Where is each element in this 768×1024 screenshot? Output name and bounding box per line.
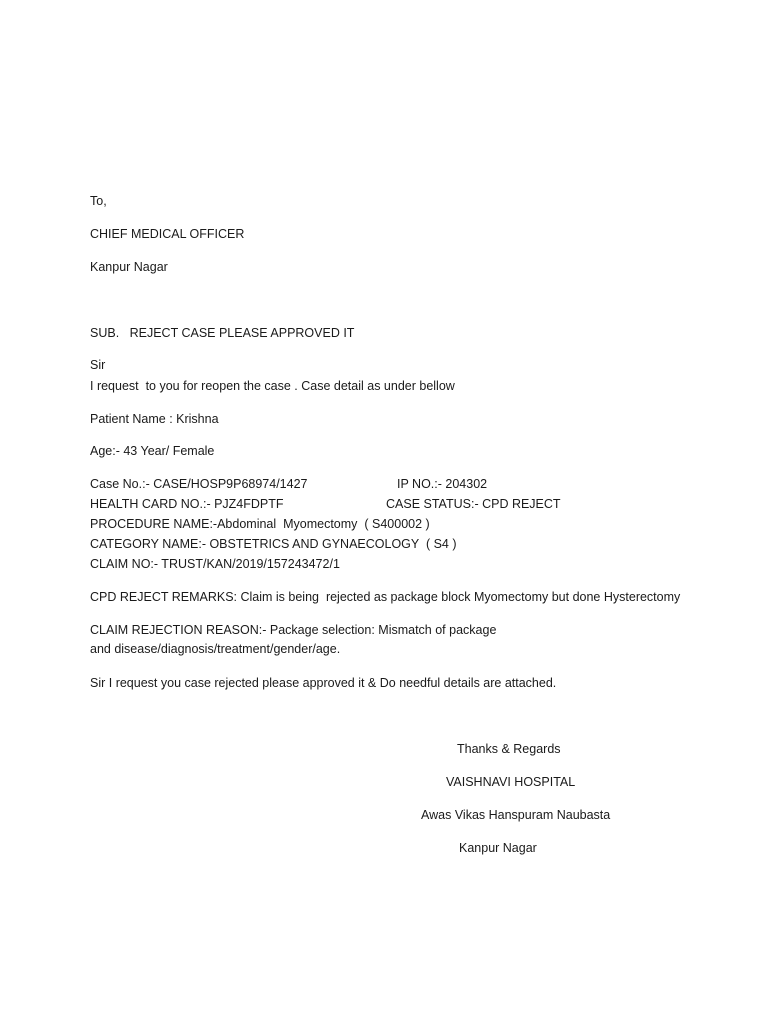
recipient-location: Kanpur Nagar [90,260,168,274]
health-card-number: HEALTH CARD NO.:- PJZ4FDPTF [90,497,284,511]
patient-age: Age:- 43 Year/ Female [90,444,215,458]
cpd-reject-remarks: CPD REJECT REMARKS: Claim is being rejected as package block Myomectomy but done Hysterectomy [90,590,681,604]
recipient-title: CHIEF MEDICAL OFFICER [90,227,245,241]
ip-number: IP NO.:- 204302 [397,477,488,491]
procedure-name: PROCEDURE NAME:-Abdominal Myomectomy ( S400002 ) [90,517,430,531]
greeting: Sir [90,358,106,372]
regards: Thanks & Regards [457,742,561,756]
closing-request: Sir I request you case rejected please approved it & Do needful details are attached. [90,676,557,690]
case-number: Case No.:- CASE/HOSP9P68974/1427 [90,477,308,491]
hospital-name: VAISHNAVI HOSPITAL [446,775,576,789]
patient-name: Patient Name : Krishna [90,412,219,426]
hospital-city: Kanpur Nagar [459,841,537,855]
category-name: CATEGORY NAME:- OBSTETRICS AND GYNAECOLOGY ( S4 ) [90,537,457,551]
claim-rejection-reason: CLAIM REJECTION REASON:- Package selection: Mismatch of package and disease/diagnosis/treatment/gender/age. [90,623,497,656]
salutation-to: To, [90,194,107,208]
intro-paragraph: I request to you for reopen the case . Case detail as under bellow [90,379,455,393]
hospital-address: Awas Vikas Hanspuram Naubasta [421,808,611,822]
claim-number: CLAIM NO:- TRUST/KAN/2019/157243472/1 [90,557,340,571]
case-status: CASE STATUS:- CPD REJECT [386,497,561,511]
subject-line: SUB. REJECT CASE PLEASE APPROVED IT [90,326,355,340]
